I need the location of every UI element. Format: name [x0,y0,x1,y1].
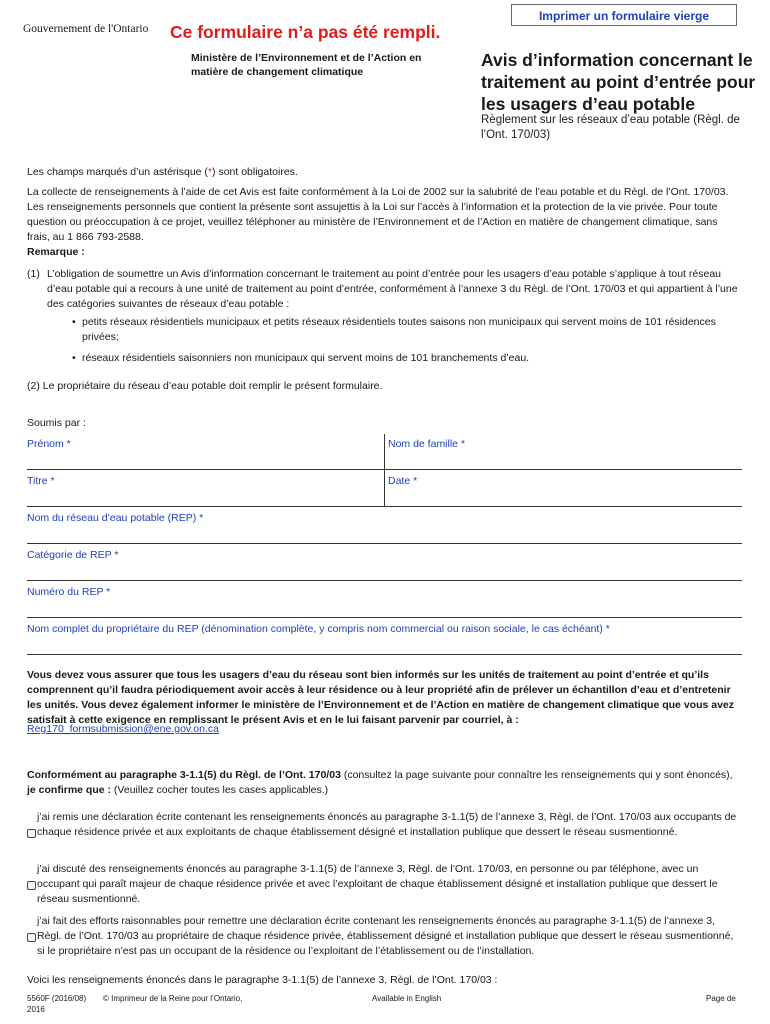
required-note-after: ) sont obligatoires. [212,166,298,178]
system-name-field[interactable] [27,543,742,544]
bullet-item-2-text: réseaux résidentiels saisonniers non municipaux qui servent moins de 101 branchements d’eau. [82,352,530,364]
bullet-icon: • [72,316,76,328]
confirm-option-1-text: j’ai remis une déclaration écrite contenant les renseignements énoncés au paragraphe 3-1.1(5) de l’annexe 3, Règl. de l’Ont. 170/03 aux occupants de chaque résidence privée et aux exploitants de chaque établissement désigné et installation publique que dessert le réseau susmentionné. [37,811,737,838]
owner-field[interactable] [27,654,742,655]
confirm-heading-bold2: je confirme que : [27,784,112,796]
required-note-before: Les champs marqués d’un astérisque ( [27,166,208,178]
remark-heading: Remarque : [27,246,85,258]
remark-item-1-number: (1) [27,268,40,280]
first-name-label: Prénom * [27,438,71,450]
form-title: Avis d’information concernant le traitement au point d’entrée pour les usagers d’eau potable [481,50,756,114]
remark-item-1 [27,267,742,312]
collection-notice: La collecte de renseignements à l’aide de cet Avis est faite conformément à la Loi de 2002 sur la salubrité de l’eau potable et du Règl. de l’Ont. 170/03. Les renseignements personnels que contient la présente sont assujettis à la Loi sur l’accès à l’information et la protection de la vie privée. Pour toute question ou préoccupation à ce projet, veuillez téléphoner au ministère de l’Environnement et de l’Action en matière de changement climatique, sans frais, au 1 866 793-2588. [27,186,729,243]
title-label: Titre * [27,475,55,487]
footer-available-english: Available in English [372,994,442,1003]
confirm-option-2-checkbox[interactable] [27,881,36,890]
confirm-heading-bold: Conformément au paragraphe 3-1.1(5) du Règl. de l’Ont. 170/03 [27,769,341,781]
category-label: Catégorie de REP * [27,549,119,561]
first-name-field[interactable] [27,469,742,470]
owner-label: Nom complet du propriétaire du REP (dénomination complète, y compris nom commercial ou raison sociale, le cas échéant) * [27,623,610,635]
system-number-label: Numéro du REP * [27,586,111,598]
bullet-item-2 [72,351,722,366]
footer-form-id [27,993,86,1015]
required-star: * [207,166,213,178]
title-field[interactable] [27,506,742,507]
ministry-name: Ministère de l’Environnement et de l’Action en matière de changement climatique [191,52,422,78]
category-field[interactable] [27,580,742,581]
footer-printer: © Imprimeur de la Reine pour l’Ontario, [103,994,243,1003]
confirm-option-3 [27,914,742,959]
footer-page-number: Page de [706,994,736,1003]
form-subtitle: Règlement sur les réseaux d’eau potable (Règl. de l’Ont. 170/03) [481,114,740,141]
required-note [27,165,742,180]
remark-item-2: (2) Le propriétaire du réseau d’eau potable doit remplir le présent formulaire. [27,380,383,392]
government-logo-text: Gouvernement de l'Ontario [23,23,149,35]
confirm-option-1-checkbox[interactable] [27,829,36,838]
confirm-option-2 [27,862,742,907]
print-blank-form-button[interactable]: Imprimer un formulaire vierge [511,4,737,26]
not-filled-warning: Ce formulaire n’a pas été rempli. [170,22,441,42]
remark-item-1-text: L’obligation de soumettre un Avis d’information concernant le traitement au point d’entrée pour les usagers d’eau potable s’applique à tout réseau d’eau potable qui a recours à une unité de traitement au point d’entrée, conformément à l’annexe 3 du Règl. de l’Ont. 170/03 et qui appartient à l’une des catégories suivantes de réseaux d’eau potable : [47,268,738,310]
system-number-field[interactable] [27,617,742,618]
confirm-option-3-checkbox[interactable] [27,933,36,942]
confirm-heading [27,768,742,798]
system-name-label: Nom du réseau d’eau potable (REP) * [27,512,204,524]
notice-text: Vous devez vous assurer que tous les usagers d’eau du réseau sont bien informés sur les unités de traitement au point d’entrée et qu’ils comprennent qu’il faudra périodiquement avoir accès à leur résidence ou à leur propriété afin de prélever un échantillon d’eau et d’entretenir les unités. Vous devez également informer le ministère de l’Environnement et de l’Action en matière de changement climatique que vous avez satisfait à cette exigence en remplissant le présent Avis et en le lui faisant parvenir par courriel, à : [27,669,735,726]
bullet-icon: • [72,352,76,364]
submitted-by-label: Soumis par : [27,417,86,429]
footer-form-number: 5560F (2016/08) [27,994,87,1003]
submission-email-link[interactable]: Reg170_formsubmission@ene.gov.on.ca [27,723,219,735]
date-label: Date * [388,475,418,487]
confirm-option-2-text: j’ai discuté des renseignements énoncés au paragraphe 3-1.1(5) de l’annexe 3, Règl. de l’Ont. 170/03, en personne ou par téléphone, avec un occupant qui paraît majeur de chaque résidence privée et avec l’exploitant de chaque établissement désigné et installation publique que dessert le réseau susmentionné. [37,863,718,905]
confirm-heading-tail: (Veuillez cocher toutes les cases applicables.) [111,784,329,796]
last-name-label: Nom de famille * [388,438,466,450]
confirm-option-1 [27,810,742,840]
footer-year: 2016 [27,1005,45,1014]
confirm-option-3-text: j’ai fait des efforts raisonnables pour remettre une déclaration écrite contenant les renseignements énoncés au paragraphe 3-1.1(5) de l’annexe 3, Règl. de l’Ont. 170/03 au propriétaire de chaque résidence privée, établissement désigné et installation publique que dessert le réseau susmentionné, si le propriétaire n’est pas un occupant de la résidence ou l’exploitant de l’établissement ou de l’installation. [37,915,734,957]
field-divider [384,434,385,506]
bullet-item-1-text: petits réseaux résidentiels municipaux et petits réseaux résidentiels toutes saisons non municipaux qui servent moins de 101 résidences privées; [82,316,716,343]
bullet-item-1 [72,315,722,345]
closing-text: Voici les renseignements énoncés dans le paragraphe 3-1.1(5) de l’annexe 3, Règl. de l’Ont. 170/03 : [27,974,498,986]
confirm-heading-normal: (consultez la page suivante pour connaître les renseignements qui y sont énoncés), [340,769,733,781]
